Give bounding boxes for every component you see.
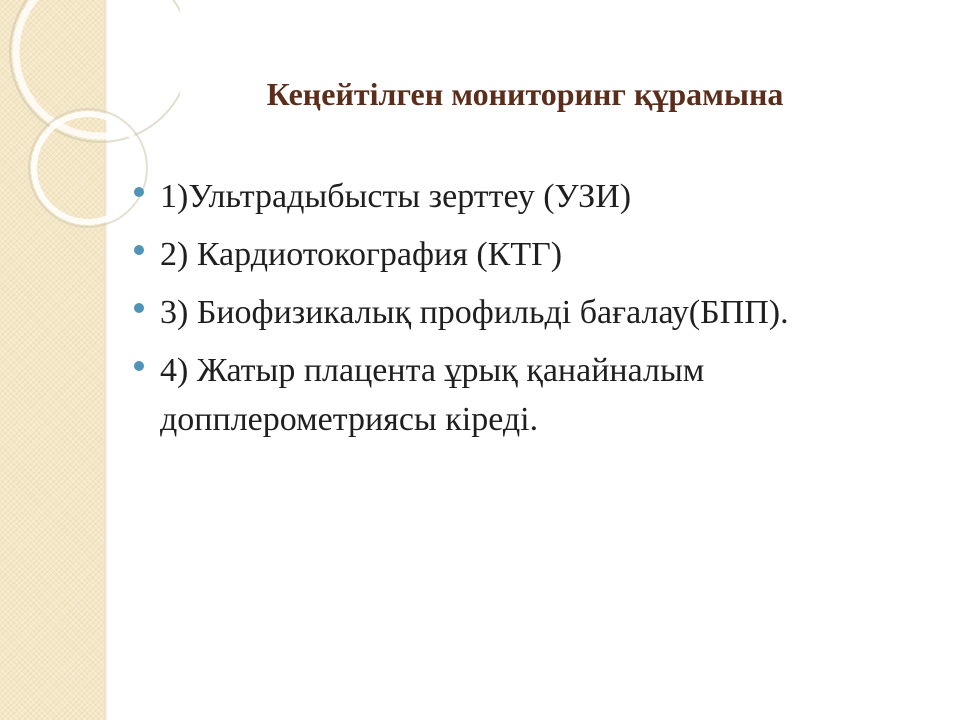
bullet-dot-icon (134, 187, 144, 197)
bullet-text: 4) Жатыр плацента ұрық қанайналым допплерометриясы кіреді. (160, 352, 705, 438)
bullet-list (134, 172, 914, 453)
slide-title: Кеңейтілген мониторинг құрамына (266, 76, 784, 112)
decorative-circle-large-shadow (10, 0, 180, 142)
bullet-item (134, 288, 914, 337)
bullet-dot-icon (134, 361, 144, 371)
bullet-text: 3) Биофизикалық профильді бағалау(БПП). (160, 294, 789, 331)
bullet-item (134, 172, 914, 221)
bullet-text: 1)Ультрадыбысты зерттеу (УЗИ) (160, 178, 632, 215)
decorative-circle-small-shadow (29, 109, 147, 227)
bullet-dot-icon (134, 303, 144, 313)
bullet-item (134, 230, 914, 279)
bullet-dot-icon (134, 245, 144, 255)
bullet-text: 2) Кардиотокография (КТГ) (160, 236, 563, 273)
bullet-item (134, 346, 914, 444)
decorative-circle-small (34, 114, 142, 222)
